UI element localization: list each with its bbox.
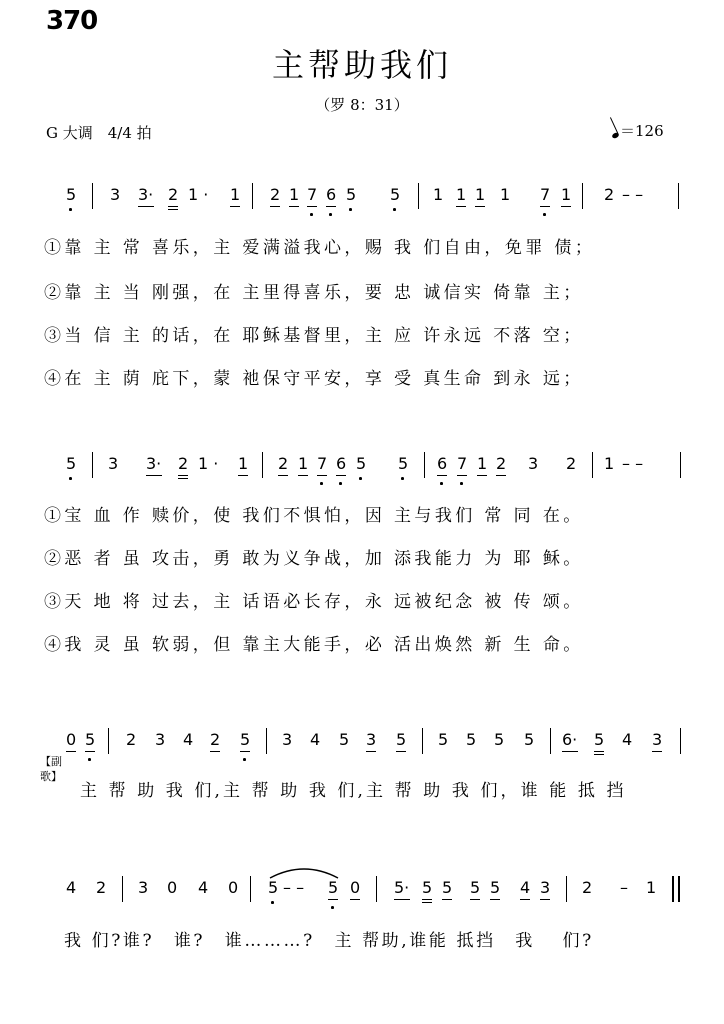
lyric-line: ①靠 主 常 喜乐，主 爱满溢我心，赐 我 们自由，免罪 债； bbox=[44, 238, 596, 258]
lower-octave-dot bbox=[359, 477, 362, 480]
note-token: 6 bbox=[326, 185, 337, 204]
note-token: 5 bbox=[524, 730, 535, 749]
underline-mark bbox=[66, 751, 76, 752]
bar-line bbox=[422, 728, 423, 754]
lower-octave-dot bbox=[339, 482, 342, 485]
underline-mark bbox=[422, 902, 432, 903]
note-token: 3 bbox=[540, 878, 551, 897]
lower-octave-dot bbox=[329, 213, 332, 216]
underline-mark bbox=[317, 475, 327, 476]
note-token: 2 bbox=[96, 878, 107, 897]
note-token: 2 bbox=[168, 185, 179, 204]
underline-mark bbox=[278, 475, 288, 476]
note-token: 5 bbox=[442, 878, 453, 897]
note-token: 2 bbox=[210, 730, 221, 749]
underline-mark bbox=[238, 475, 248, 476]
note-token: – – bbox=[622, 185, 644, 204]
lyric-line: ②恶 者 虽 攻击，勇 敢为义争战，加 添我能力 为 耶 稣。 bbox=[44, 549, 584, 569]
underline-mark bbox=[540, 206, 550, 207]
underline-mark bbox=[540, 899, 550, 900]
chorus-lyric-line: 我 们?谁? 谁? 谁………? 主 帮助,谁能 抵挡 我 们? bbox=[64, 931, 594, 951]
bar-line bbox=[122, 876, 123, 902]
note-token: 2 bbox=[566, 454, 577, 473]
note-token: 5 bbox=[346, 185, 357, 204]
bar-line bbox=[266, 728, 267, 754]
lower-octave-dot bbox=[310, 213, 313, 216]
note-token: 1 bbox=[238, 454, 249, 473]
underline-mark bbox=[562, 751, 578, 752]
note-token: 4 bbox=[198, 878, 209, 897]
underline-mark bbox=[457, 475, 467, 476]
note-token: 2 bbox=[582, 878, 593, 897]
note-token: 1 bbox=[604, 454, 615, 473]
note-token: 3 bbox=[366, 730, 377, 749]
underline-mark bbox=[138, 206, 154, 207]
underline-mark bbox=[496, 475, 506, 476]
note-token: – – bbox=[283, 878, 305, 897]
lower-octave-dot bbox=[393, 208, 396, 211]
lower-octave-dot bbox=[460, 482, 463, 485]
bar-line bbox=[582, 183, 583, 209]
note-token: 6· bbox=[562, 730, 578, 749]
note-token: 3 bbox=[110, 185, 121, 204]
bar-line bbox=[262, 452, 263, 478]
note-token: 1 bbox=[500, 185, 511, 204]
note-token: 3· bbox=[146, 454, 162, 473]
song-title: 主帮助我们 bbox=[271, 46, 452, 84]
chorus-lyric-line: 主 帮 助 我 们,主 帮 助 我 们,主 帮 助 我 们，谁 能 抵 挡 bbox=[80, 781, 627, 801]
bar-line bbox=[424, 452, 425, 478]
note-token: 5 bbox=[66, 454, 77, 473]
underline-mark bbox=[230, 206, 240, 207]
bar-line bbox=[680, 452, 681, 478]
underline-mark bbox=[437, 475, 447, 476]
lower-octave-dot bbox=[320, 482, 323, 485]
bar-line bbox=[678, 183, 679, 209]
note-token: 5 bbox=[490, 878, 501, 897]
lower-octave-dot bbox=[331, 906, 334, 909]
scripture-reference: （罗 8：31） bbox=[315, 96, 409, 114]
bar-line bbox=[592, 452, 593, 478]
note-token: 0 bbox=[350, 878, 361, 897]
note-token: 5 bbox=[438, 730, 449, 749]
underline-mark bbox=[210, 751, 220, 752]
note-token: 5 bbox=[470, 878, 481, 897]
lower-octave-dot bbox=[69, 208, 72, 211]
note-token: 1 bbox=[456, 185, 467, 204]
underline-mark bbox=[240, 751, 250, 752]
note-token: 1 bbox=[230, 185, 241, 204]
underline-mark bbox=[652, 751, 662, 752]
underline-mark bbox=[168, 206, 178, 207]
bar-line bbox=[92, 183, 93, 209]
underline-mark bbox=[422, 899, 432, 900]
underline-mark bbox=[594, 751, 604, 752]
final-bar-line bbox=[678, 876, 680, 902]
bar-line bbox=[680, 728, 681, 754]
underline-mark bbox=[146, 475, 162, 476]
note-token: 3 bbox=[282, 730, 293, 749]
note-token: 5 bbox=[390, 185, 401, 204]
note-token: 7 bbox=[317, 454, 328, 473]
underline-mark bbox=[350, 899, 360, 900]
underline-mark bbox=[475, 206, 485, 207]
lower-octave-dot bbox=[88, 758, 91, 761]
note-token: 3· bbox=[138, 185, 154, 204]
underline-mark bbox=[520, 899, 530, 900]
lower-octave-dot bbox=[271, 901, 274, 904]
lyric-line: ③当 信 主 的话，在 耶稣基督里，主 应 许永远 不落 空； bbox=[44, 326, 584, 346]
note-token: 1 bbox=[561, 185, 572, 204]
score-row-verse-part-1 bbox=[0, 183, 724, 211]
note-token: 6 bbox=[336, 454, 347, 473]
note-token: 2 bbox=[604, 185, 615, 204]
lyric-line: ④在 主 荫 庇下，蒙 祂保守平安，享 受 真生命 到永 远； bbox=[44, 369, 584, 389]
key-and-meter: G 大调 4/4 拍 bbox=[46, 124, 152, 142]
note-token: 1 · bbox=[188, 185, 209, 204]
underline-mark bbox=[270, 206, 280, 207]
underline-mark bbox=[470, 899, 480, 900]
lyric-line: ④我 灵 虽 软弱，但 靠主大能手，必 活出焕然 新 生 命。 bbox=[44, 635, 584, 655]
final-bar-line bbox=[672, 876, 674, 902]
note-token: 7 bbox=[457, 454, 468, 473]
bar-line bbox=[566, 876, 567, 902]
note-token: 5 bbox=[466, 730, 477, 749]
lower-octave-dot bbox=[69, 477, 72, 480]
underline-mark bbox=[298, 475, 308, 476]
underline-mark bbox=[456, 206, 466, 207]
score-row-chorus-part-1 bbox=[0, 728, 724, 756]
tie-slur bbox=[268, 862, 340, 880]
note-token: 5 bbox=[356, 454, 367, 473]
note-token: 3 bbox=[528, 454, 539, 473]
note-token: 0 bbox=[167, 878, 178, 897]
note-token: 1 bbox=[289, 185, 300, 204]
underline-mark bbox=[490, 899, 500, 900]
note-token: 7 bbox=[307, 185, 318, 204]
underline-mark bbox=[289, 206, 299, 207]
tempo-marking bbox=[612, 120, 664, 141]
note-token: 3 bbox=[138, 878, 149, 897]
lyric-line: ②靠 主 当 刚强，在 主里得喜乐，要 忠 诚信实 倚靠 主； bbox=[44, 283, 584, 303]
quarter-note-icon bbox=[611, 132, 619, 139]
lyric-line: ①宝 血 作 赎价，使 我们不惧怕，因 主与我们 常 同 在。 bbox=[44, 506, 584, 526]
underline-mark bbox=[561, 206, 571, 207]
underline-mark bbox=[326, 206, 336, 207]
note-token: 1 bbox=[433, 185, 444, 204]
note-token: 4 bbox=[66, 878, 77, 897]
note-token: 4 bbox=[520, 878, 531, 897]
lyric-line: ③天 地 将 过去，主 话语必长存，永 远被纪念 被 传 颂。 bbox=[44, 592, 584, 612]
note-token: 1 bbox=[646, 878, 657, 897]
underline-mark bbox=[394, 899, 410, 900]
note-token: 5 bbox=[328, 878, 339, 897]
note-token: 3 bbox=[108, 454, 119, 473]
score-row-verse-part-2 bbox=[0, 452, 724, 480]
note-token: 5 bbox=[85, 730, 96, 749]
bar-line bbox=[252, 183, 253, 209]
underline-mark bbox=[168, 209, 178, 210]
note-token: – bbox=[620, 878, 628, 897]
bar-line bbox=[550, 728, 551, 754]
note-token: 5 bbox=[66, 185, 77, 204]
note-token: 3 bbox=[652, 730, 663, 749]
lower-octave-dot bbox=[349, 208, 352, 211]
bar-line bbox=[108, 728, 109, 754]
note-token: 1 bbox=[477, 454, 488, 473]
score-row-chorus-part-2 bbox=[0, 876, 724, 904]
note-token: 4 bbox=[310, 730, 321, 749]
note-token: 2 bbox=[178, 454, 189, 473]
note-token: 2 bbox=[126, 730, 137, 749]
note-token: 5 bbox=[396, 730, 407, 749]
note-token: 3 bbox=[155, 730, 166, 749]
underline-mark bbox=[366, 751, 376, 752]
lower-octave-dot bbox=[401, 477, 404, 480]
underline-mark bbox=[477, 475, 487, 476]
note-token: – – bbox=[622, 454, 644, 473]
note-token: 5 bbox=[240, 730, 251, 749]
note-token: 5 bbox=[594, 730, 605, 749]
note-token: 1 bbox=[298, 454, 309, 473]
note-token: 2 bbox=[496, 454, 507, 473]
note-token: 1 · bbox=[198, 454, 219, 473]
note-token: 0 bbox=[66, 730, 77, 749]
note-token: 5 bbox=[422, 878, 433, 897]
lower-octave-dot bbox=[543, 213, 546, 216]
note-token: 2 bbox=[270, 185, 281, 204]
bar-line bbox=[92, 452, 93, 478]
note-token: 7 bbox=[540, 185, 551, 204]
chorus-tag: 【副歌】 bbox=[40, 755, 62, 783]
underline-mark bbox=[178, 475, 188, 476]
bar-line bbox=[418, 183, 419, 209]
note-token: 5 bbox=[494, 730, 505, 749]
underline-mark bbox=[442, 899, 452, 900]
note-token: 1 bbox=[475, 185, 486, 204]
note-token: 5 bbox=[339, 730, 350, 749]
tempo-value: ＝126 bbox=[620, 122, 664, 140]
lower-octave-dot bbox=[243, 758, 246, 761]
underline-mark bbox=[336, 475, 346, 476]
underline-mark bbox=[85, 751, 95, 752]
bar-line bbox=[376, 876, 377, 902]
note-token: 5· bbox=[394, 878, 410, 897]
note-token: 5 bbox=[398, 454, 409, 473]
underline-mark bbox=[307, 206, 317, 207]
note-token: 5 bbox=[268, 878, 279, 897]
note-token: 6 bbox=[437, 454, 448, 473]
underline-mark bbox=[396, 751, 406, 752]
note-token: 4 bbox=[183, 730, 194, 749]
underline-mark bbox=[328, 899, 338, 900]
note-token: 4 bbox=[622, 730, 633, 749]
bar-line bbox=[250, 876, 251, 902]
note-token: 2 bbox=[278, 454, 289, 473]
underline-mark bbox=[178, 478, 188, 479]
hymn-number: 370 bbox=[46, 6, 98, 36]
underline-mark bbox=[594, 754, 604, 755]
lower-octave-dot bbox=[440, 482, 443, 485]
note-token: 0 bbox=[228, 878, 239, 897]
